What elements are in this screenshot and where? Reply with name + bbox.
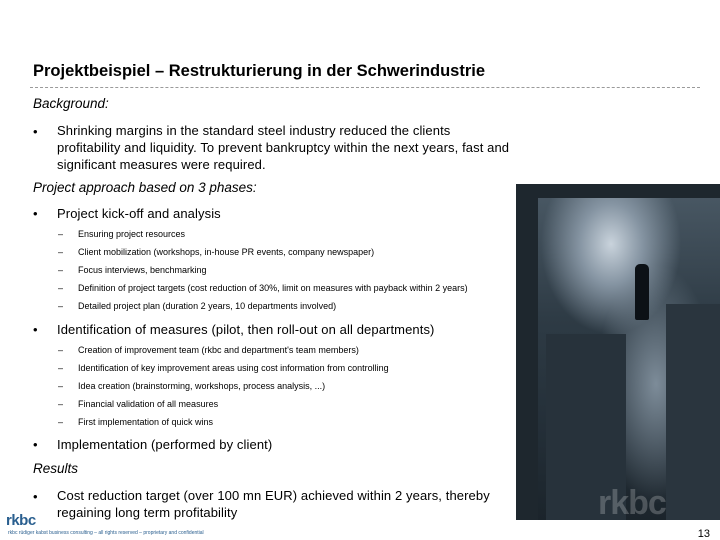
phase-2-item: Creation of improvement team (rkbc and department's team members) [78, 345, 359, 355]
photo-column-left [516, 198, 538, 520]
phase-2-item: Identification of key improvement areas using cost information from controlling [78, 363, 389, 373]
results-text: Cost reduction target (over 100 mn EUR) achieved within 2 years, thereby regaining long term profitability [57, 488, 490, 520]
results-heading: Results [33, 461, 79, 476]
phase-2-dash: – [58, 363, 64, 373]
phase-1-dash: – [58, 283, 64, 293]
page-number: 13 [697, 528, 710, 540]
phase-1-dash: – [58, 247, 64, 257]
background-heading: Background: [33, 96, 109, 111]
footer-copyright: rkbc rüdiger kabst business consulting – all rights reserved – proprietary and confidential [8, 530, 204, 536]
phase-3-bullet: • [33, 437, 38, 452]
phase-2-item: Financial validation of all measures [78, 399, 219, 409]
photo-worker-figure [635, 264, 649, 320]
photo-beam-top [516, 184, 720, 198]
phase-2-dash: – [58, 381, 64, 391]
phase-1-item: Ensuring project resources [78, 229, 186, 239]
photo-structure-right [666, 304, 720, 520]
results-bullet: • [33, 489, 38, 504]
phase-1-item: Definition of project targets (cost reduction of 30%, limit on measures with payback within 2 years) [78, 283, 468, 293]
background-bullet: • [33, 124, 38, 139]
phase-1-bullet: • [33, 206, 38, 221]
title-divider [30, 87, 700, 88]
phase-3-label: Implementation (performed by client) [57, 437, 273, 452]
phase-1-item: Client mobilization (workshops, in-house PR events, company newspaper) [78, 247, 375, 257]
phase-1-label: Project kick-off and analysis [57, 206, 221, 221]
phase-1-item: Focus interviews, benchmarking [78, 265, 207, 275]
phase-2-dash: – [58, 399, 64, 409]
footer-logo: rkbc [6, 512, 36, 529]
photo-watermark: rkbc [598, 484, 666, 520]
phase-2-label: Identification of measures (pilot, then roll-out on all departments) [57, 322, 435, 337]
phase-2-item: First implementation of quick wins [78, 417, 214, 427]
approach-heading: Project approach based on 3 phases: [33, 180, 257, 195]
phase-2-item: Idea creation (brainstorming, workshops, process analysis, ...) [78, 381, 326, 391]
phase-2-dash: – [58, 345, 64, 355]
background-text: Shrinking margins in the standard steel industry reduced the clients profitability and liquidity. To prevent bankruptcy within the next years, fast and significant measures were required. [57, 123, 510, 172]
phase-2-bullet: • [33, 322, 38, 337]
page-title: Projektbeispiel – Restrukturierung in der Schwerindustrie [33, 62, 486, 80]
phase-1-dash: – [58, 301, 64, 311]
phase-1-dash: – [58, 265, 64, 275]
phase-2-dash: – [58, 417, 64, 427]
phase-1-item: Detailed project plan (duration 2 years, 10 departments involved) [78, 301, 337, 311]
phase-1-dash: – [58, 229, 64, 239]
steel-mill-photo [516, 184, 720, 520]
